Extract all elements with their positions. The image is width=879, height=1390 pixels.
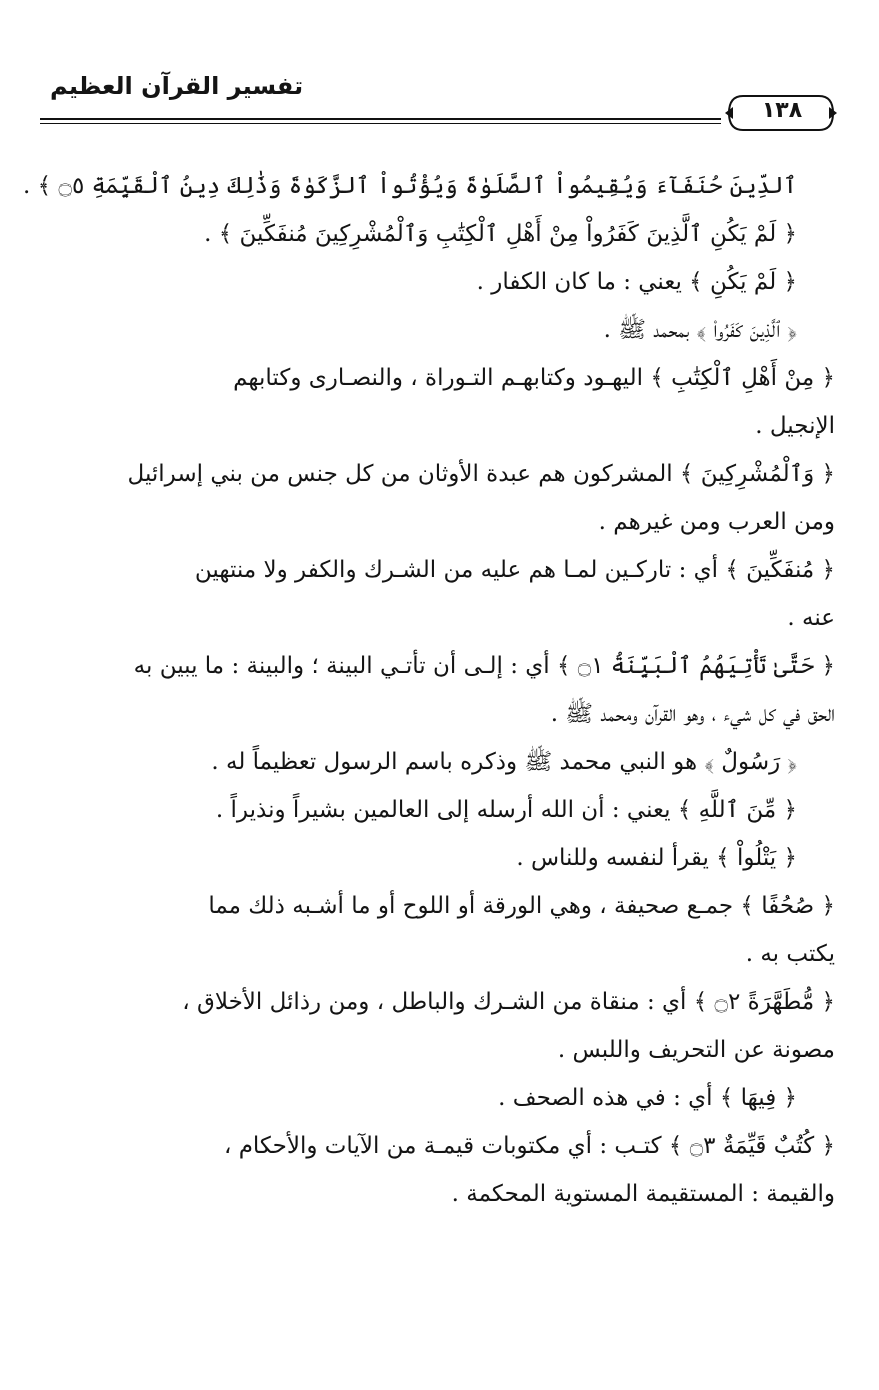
text-line: ﴿ ٱلَّذِينَ كَفَرُواْ ﴾ بمحمد ﷺ . — [603, 317, 797, 343]
text-line: ﴿ رَسُولٌ ﴾ هو النبي محمد ﷺ وذكره باسم الرسول تعظيماً له . — [211, 749, 797, 775]
text-line: ﴿ مِنْ أَهْلِ ٱلْكِتَٰبِ ﴾ اليهـود وكتابهـم التـوراة ، والنصـارى وكتابهم — [233, 365, 835, 391]
text-line: ﴿ مُنفَكِّينَ ﴾ أي : تاركـين لمـا هم عليه من الشـرك والكفر ولا منتهين — [194, 557, 835, 583]
text-line: ٱلدِّينَ حُنَفَآءَ وَيُقِيمُواْ ٱلصَّلَوٰةَ وَيُؤْتُواْ ٱلزَّكَوٰةَ وَذَٰلِكَ دِينُ ٱلْقَيِّمَةِ ۝٥ ﴾ . — [23, 173, 797, 199]
text-line: ﴿ لَمْ يَكُنِ ٱلَّذِينَ كَفَرُواْ مِنْ أَهْلِ ٱلْكِتَٰبِ وَٱلْمُشْرِكِينَ مُنفَكِّينَ ﴾ . — [204, 221, 797, 247]
text-line: عنه . — [787, 605, 835, 631]
text-line: ﴿ صُحُفًا ﴾ جمـع صحيفة ، وهي الورقة أو اللوح أو ما أشـبه ذلك مما — [208, 893, 835, 919]
text-line: ﴿ مِّنَ ٱللَّهِ ﴾ يعني : أن الله أرسله إلى العالمين بشيراً ونذيراً . — [215, 797, 797, 823]
page-header — [40, 62, 839, 132]
text-line: مصونة عن التحريف واللبس . — [557, 1037, 835, 1063]
text-line: ﴿ لَمْ يَكُنِ ﴾ يعني : ما كان الكفار . — [476, 269, 797, 295]
page-title: تفسير القرآن العظيم — [50, 72, 304, 100]
page-number-frame — [723, 92, 839, 134]
text-line: ﴿ وَٱلْمُشْرِكِينَ ﴾ المشركون هم عبدة الأوثان من كل جنس من بني إسرائيل — [127, 461, 835, 487]
text-line: ﴿ مُّطَهَّرَةً ۝٢ ﴾ أي : منقاة من الشـرك والباطل ، ومن رذائل الأخلاق ، — [182, 989, 835, 1015]
commentary-body — [23, 162, 835, 1218]
text-line: ﴿ كُتُبٌ قَيِّمَةٌ ۝٣ ﴾ كتـب : أي مكتوبات قيمـة من الآيات والأحكام ، — [223, 1133, 835, 1159]
text-line: والقيمة : المستقيمة المستوية المحكمة . — [451, 1181, 835, 1207]
text-line: يكتب به . — [745, 941, 835, 967]
header-rule — [40, 118, 721, 124]
text-line: ﴿ فِيهَا ﴾ أي : في هذه الصحف . — [498, 1085, 797, 1111]
text-line: الإنجيل . — [755, 413, 835, 439]
text-line: الحق في كل شيء ، وهو القرآن ومحمد ﷺ . — [550, 701, 835, 727]
text-line: ﴿ حَتَّىٰ تَأْتِيَهُمُ ٱلْبَيِّنَةُ ۝١ ﴾ أي : إلـى أن تأتـي البينة ؛ والبينة : ما يبين به — [133, 653, 835, 679]
text-line: ﴿ يَتْلُواْ ﴾ يقرأ لنفسه وللناس . — [516, 845, 797, 871]
text-line: ومن العرب ومن غيرهم . — [598, 509, 835, 535]
page-number: ١٣٨ — [761, 98, 803, 123]
